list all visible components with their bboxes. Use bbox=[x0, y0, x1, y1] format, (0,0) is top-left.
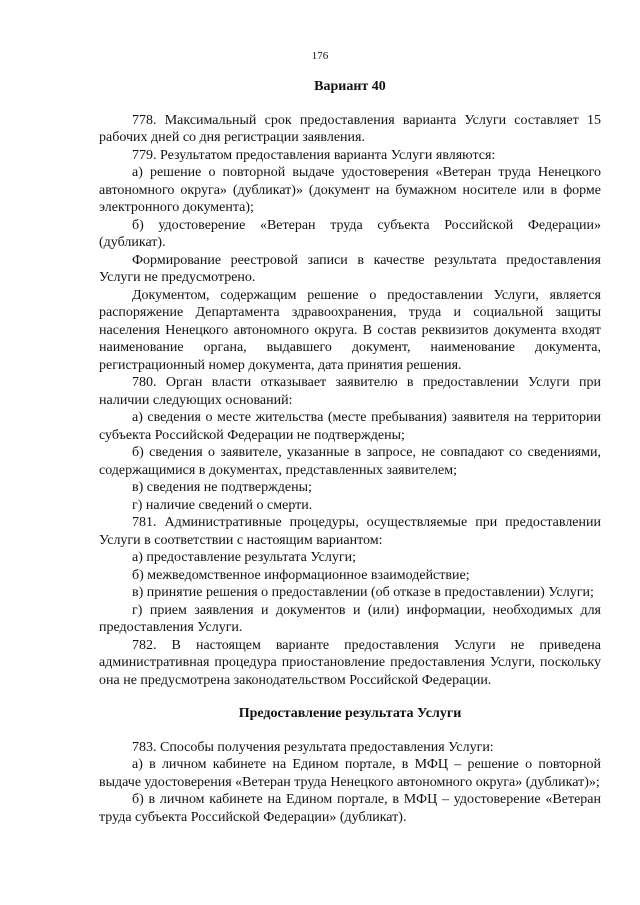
paragraph: 782. В настоящем варианте предоставления Услуги не приведена административная процедура приостановление предоставления Услуги, поскольку она не предусмотрена законодательством Российской Федерации. bbox=[99, 637, 601, 688]
paragraph: 780. Орган власти отказывает заявителю в предоставлении Услуги при наличии следующих оснований: bbox=[99, 375, 601, 408]
paragraph: а) предоставление результата Услуги; bbox=[132, 550, 356, 565]
paragraph: б) межведомственное информационное взаимодействие; bbox=[132, 567, 470, 583]
paragraph: 783. Способы получения результата предоставления Услуги: bbox=[132, 739, 494, 755]
page-number: 176 bbox=[311, 50, 329, 62]
paragraph: в) сведения не подтверждены; bbox=[132, 480, 312, 495]
paragraph: б) в личном кабинете на Едином портале, в МФЦ – удостоверение «Ветеран труда субъекта Российской Федерации» (дубликат). bbox=[99, 792, 601, 825]
paragraph: 779. Результатом предоставления варианта Услуги являются: bbox=[132, 147, 496, 163]
paragraph: 778. Максимальный срок предоставления варианта Услуги составляет 15 рабочих дней со дня регистрации заявления. bbox=[99, 112, 601, 145]
paragraph: б) сведения о заявителе, указанные в запросе, не совпадают со сведениями, содержащимися в документах, представленных заявителем; bbox=[99, 445, 601, 478]
paragraph: г) наличие сведений о смерти. bbox=[132, 497, 313, 513]
variant-heading: Вариант 40 bbox=[314, 79, 386, 94]
paragraph: г) прием заявления и документов и (или) информации, необходимых для предоставления Услуги. bbox=[99, 602, 601, 635]
document-body bbox=[99, 78, 601, 826]
paragraph: а) сведения о месте жительства (месте пребывания) заявителя на территории субъекта Российской Федерации не подтверждены; bbox=[99, 410, 601, 443]
paragraph: б) удостоверение «Ветеран труда субъекта Российской Федерации» (дубликат). bbox=[99, 217, 601, 250]
paragraph: в) принятие решения о предоставлении (об отказе в предоставлении) Услуги; bbox=[132, 585, 594, 600]
paragraph: а) решение о повторной выдаче удостоверения «Ветеран труда Ненецкого автономного округа» (дубликат)» (документ на бумажном носителе или в форме электронного документа); bbox=[99, 165, 601, 215]
section-heading: Предоставление результата Услуги bbox=[238, 706, 462, 721]
paragraph: 781. Административные процедуры, осуществляемые при предоставлении Услуги в соответствии с настоящим вариантом: bbox=[99, 515, 601, 548]
paragraph: а) в личном кабинете на Едином портале, в МФЦ – решение о повторной выдаче удостоверения «Ветеран труда Ненецкого автономного округа» (дубликат)»; bbox=[99, 757, 601, 790]
paragraph: Документом, содержащим решение о предоставлении Услуги, является распоряжение Департамента здравоохранения, труда и социальной защиты населения Ненецкого автономного округа. В состав реквизитов документа входят наименование органа, выдавшего документ, наименование документа, регистрационный номер документа, дата принятия решения. bbox=[99, 287, 601, 373]
paragraph: Формирование реестровой записи в качестве результата предоставления Услуги не предусмотрено. bbox=[99, 252, 601, 285]
